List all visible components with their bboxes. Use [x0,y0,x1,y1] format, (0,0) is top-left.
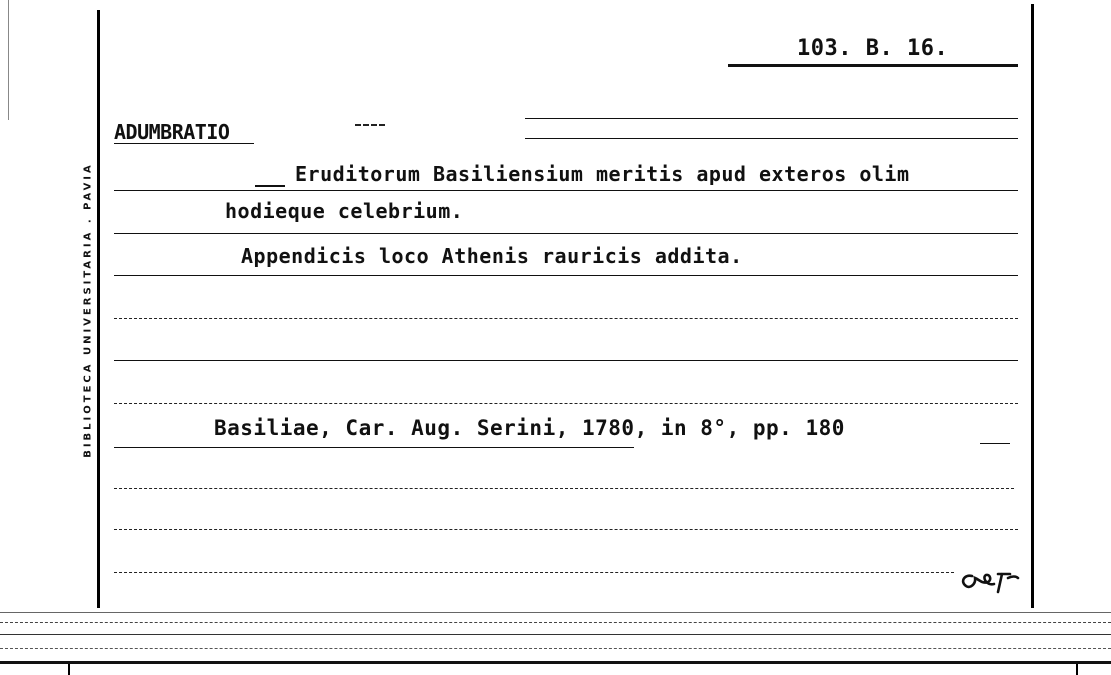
scan-edge [0,634,1111,635]
ruled-line [114,488,1014,489]
heading: ADUMBRATIO [114,120,230,144]
ruled-line [355,124,385,126]
ruled-line [980,443,1010,444]
shelfmark-underline [728,64,1018,67]
scan-edge [1076,664,1078,675]
scan-edge [68,664,70,675]
scan-edge [0,661,1111,664]
scan-edge [0,648,1111,649]
ruled-line [525,118,1018,119]
ruled-line [114,360,1018,361]
right-margin-line [1031,4,1034,608]
title-line-3: Appendicis loco Athenis rauricis addita. [241,244,743,268]
ruled-line [525,138,1018,139]
shelfmark: 103. B. 16. [797,36,949,61]
ruled-line [114,403,1018,404]
ruled-line [114,190,1018,191]
imprint: Basiliae, Car. Aug. Serini, 1780, in 8°, pp. 180 [214,416,845,440]
ruled-line [114,529,1018,530]
left-margin-line [97,10,100,608]
ruled-line [114,572,954,573]
ruled-line [114,275,1018,276]
title-line-1: Eruditorum Basiliensium meritis apud exteros olim [295,162,910,186]
ruled-line [114,318,1018,319]
handwritten-initials-icon [958,568,1022,594]
scan-edge [0,622,1111,623]
library-stamp: BIBLIOTECA UNIVERSITARIA . PAVIA [82,162,94,458]
ruled-line [255,185,285,187]
edge-mark [8,0,9,120]
ruled-line [114,233,1018,234]
ruled-line [114,447,634,448]
scan-edge [0,612,1111,613]
title-line-2: hodieque celebrium. [225,199,464,223]
